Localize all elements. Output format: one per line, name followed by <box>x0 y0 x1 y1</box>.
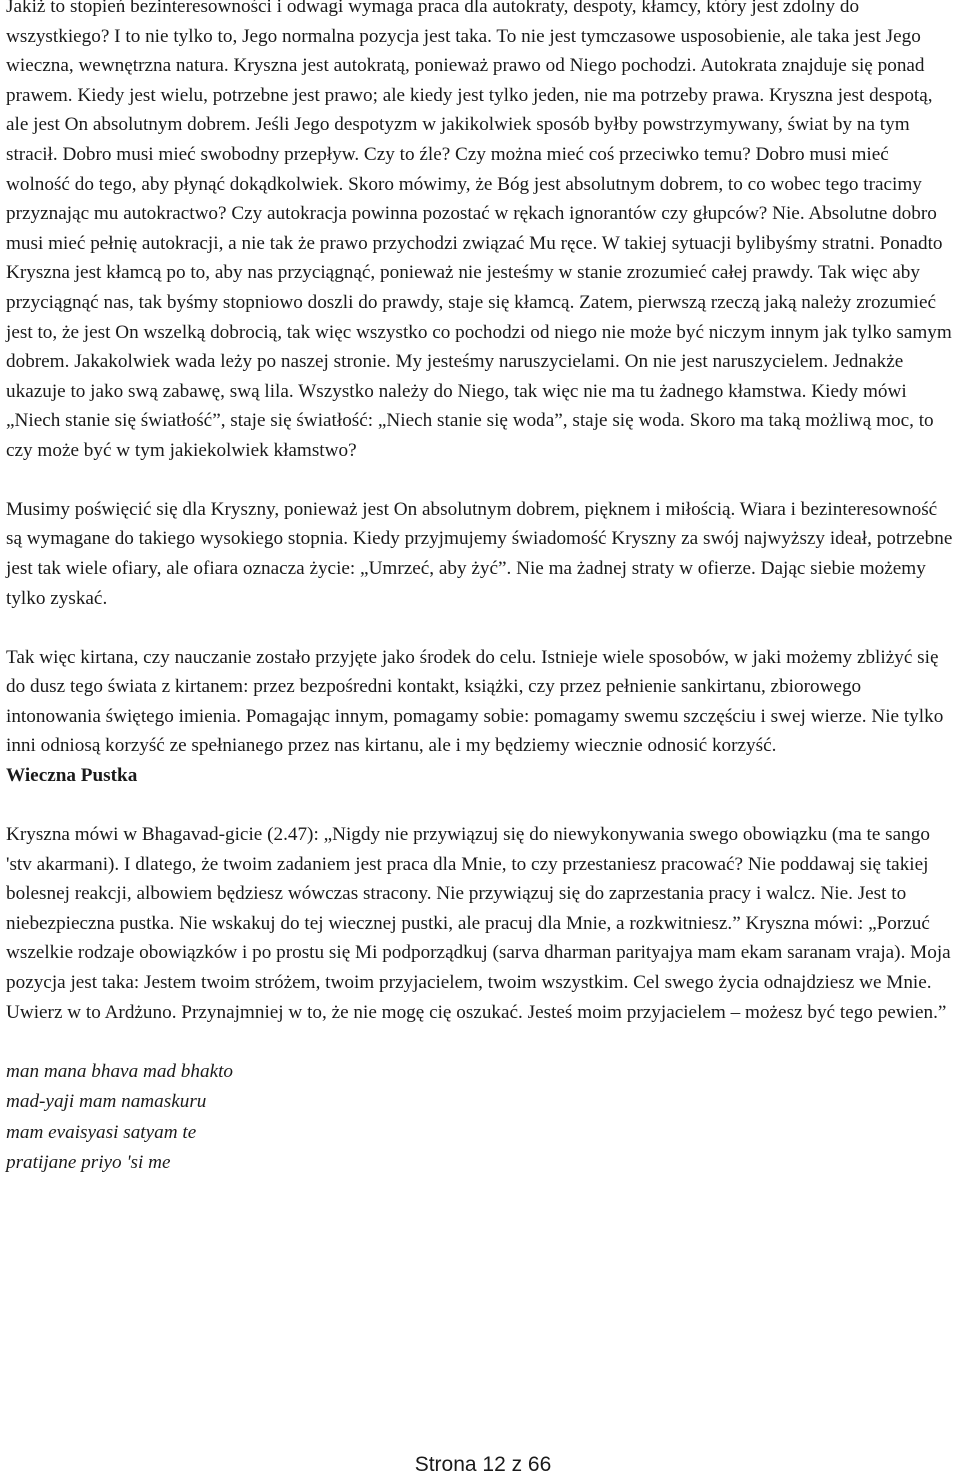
verse-line: man mana bhava mad bhakto <box>6 1060 234 1082</box>
paragraph-1: Jakiż to stopień bezinteresowności i odwagi wymaga praca dla autokraty, despoty, kłamcy, który jest zdolny do wszystkiego? I to nie tylko to, Jego normalna pozycja jest taka. To nie jest tymczasowe usposobienie, ale taka jest Jego wieczna, wewnętrzna natura. Kryszna jest autokratą, ponieważ prawo od Niego pochodzi. Autokrata znajduje się ponad prawem. Kiedy jest wielu, potrzebne jest prawo; ale kiedy jest tylko jeden, nie ma potrzeby prawa. Kryszna jest despotą, ale jest On absolutnym dobrem. Jeśli Jego despotyzm w jakikolwiek sposób byłby powstrzymywany, świat by na tym stracił. Dobro musi mieć swobodny przepływ. Czy to źle? Czy można mieć coś przeciwko temu? Dobro musi mieć wolność do tego, aby płynąć dokądkolwiek. Skoro mówimy, że Bóg jest absolutnym dobrem, to co wobec tego tracimy przyznając mu autokractwo? Czy autokracja powinna pozostać w rękach ignorantów czy głupców? Nie. Absolutne dobro musi mieć pełnię autokracji, a nie tak że prawo przychodzi związać Mu ręce. W takiej sytuacji bylibyśmy stratni. Ponadto Kryszna jest kłamcą po to, aby nas przyciągnąć, ponieważ nie jesteśmy w stanie zrozumieć całej prawdy. Tak więc aby przyciągnąć nas, tak byśmy stopniowo doszli do prawdy, staje się kłamcą. Zatem, pierwszą rzeczą jaką należy zrozumieć jest to, że jest On wszelką dobrocią, tak więc wszystko co pochodzi od niego nie może być niczym innym jak tylko samym dobrem. Jakakolwiek wada leży po naszej stronie. My jesteśmy naruszycielami. On nie jest naruszycielem. Jednakże ukazuje to jako swą zabawę, swą lila. Wszystko należy do Niego, tak więc nie ma tu żadnego kłamstwa. Kiedy mówi „Niech stanie się światłość”, staje się światłość: „Niech stanie się woda”, staje się woda. Skoro ma taką możliwą moc, to czy może być w tym jakiekolwiek kłamstwo? <box>6 0 952 461</box>
section-heading: Wieczna Pustka <box>6 765 138 787</box>
verse-block <box>6 1057 956 1179</box>
verse-line: mam evaisyasi satyam te <box>6 1121 197 1143</box>
verse-line: pratijane priyo 'si me <box>6 1152 171 1174</box>
paragraph-4: Kryszna mówi w Bhagavad-gicie (2.47): „Nigdy nie przywiązuj się do niewykonywania swego obowiązku (ma te sango 'stv akarmani). I dlatego, że twoim zadaniem jest praca dla Mnie, to czy przestaniesz pracować? Nie poddawaj się takiej bolesnej reakcji, albowiem będziesz wówczas stracony. Nie przywiązuj się do zaprzestania pracy i walcz. Nie. Jest to niebezpieczna pustka. Nie wskakuj do tej wiecznej pustki, ale pracuj dla Mnie, a rozkwitniesz.” Kryszna mówi: „Porzuć wszelkie rodzaje obowiązków i po prostu się Mi podporządkuj (sarva dharman parityajya mam ekam saranam vraja). Moja pozycja jest taka: Jestem twoim stróżem, twoim przyjacielem, twoim wszystkim. Cel swego życia odnajdziesz we Mnie. Uwierz w to Ardżuno. Przynajmniej w to, że nie mogę cię oszukać. Jesteś moim przyjacielem – możesz być tego pewien.” <box>6 824 951 1023</box>
paragraph-3: Tak więc kirtana, czy nauczanie zostało przyjęte jako środek do celu. Istnieje wiele sposobów, w jaki możemy zbliżyć się do dusz tego świata z kirtanem: przez bezpośredni kontakt, książki, czy przez pełnienie sankirtanu, zbiorowego intonowania świętego imienia. Pomagając innym, pomagamy sobie: pomagamy swemu szczęściu i swej wierze. Nie tylko inni odniosą korzyść ze spełnianego przez nas kirtanu, ale i my będziemy wiecznie odnosić korzyść. <box>6 646 944 757</box>
page-number-footer: Strona 12 z 66 <box>414 1453 552 1476</box>
verse-line: mad-yaji mam namaskuru <box>6 1091 207 1113</box>
paragraph-2: Musimy poświęcić się dla Kryszny, ponieważ jest On absolutnym dobrem, pięknem i miłością. Wiara i bezinteresowność są wymagane do takiego wysokiego stopnia. Kiedy przyjmujemy świadomość Kryszny za swój najwyższy ideał, potrzebne jest tak wiele ofiary, ale ofiara oznacza życie: „Umrzeć, aby żyć”. Nie ma żadnej straty w ofierze. Dając siebie możemy tylko zyskać. <box>6 498 953 609</box>
document-page <box>6 0 956 1179</box>
